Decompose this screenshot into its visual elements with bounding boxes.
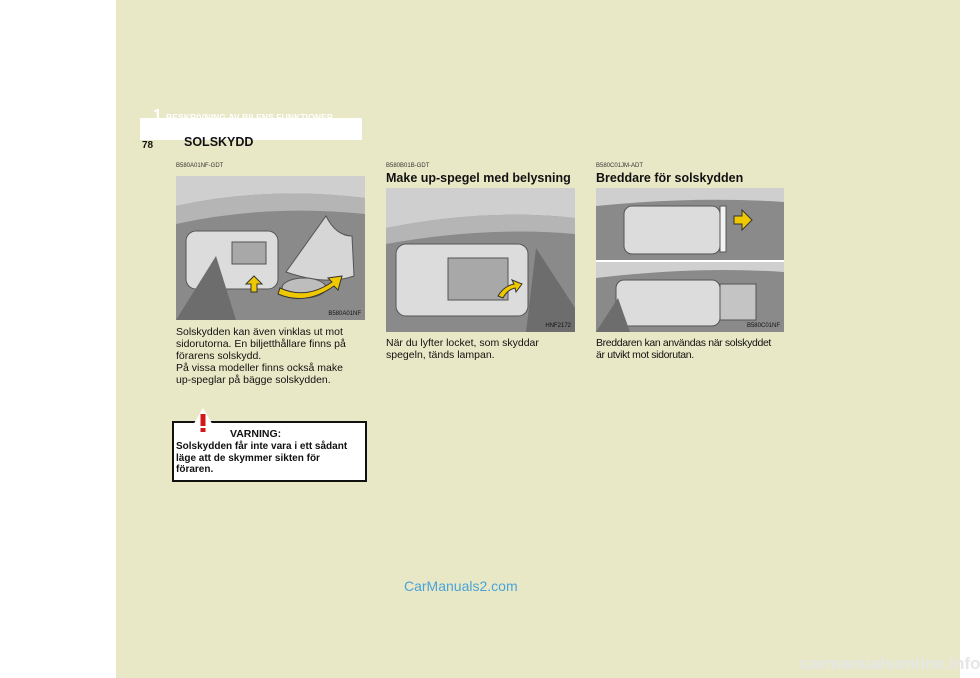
figure-code: B580A01NF [328, 311, 361, 317]
vanity-mirror-illustration [386, 188, 575, 332]
col3-code: B580C01JM-ADT [596, 163, 644, 169]
page-number: 78 [142, 140, 154, 151]
col3-paragraph: Breddaren kan användas när solskyddet är utvikt mot sidorutan. [596, 337, 772, 361]
figure-code: HNF2172 [545, 323, 571, 329]
exclamation-triangle-icon [188, 408, 218, 434]
sun-visor-figure [176, 176, 365, 320]
col2-paragraph: När du lyfter locket, som skyddar spegeln, tänds lampan. [386, 337, 539, 361]
chapter-title: BESKRIVNING AV BILENS FUNKTIONER [166, 112, 334, 122]
col2-code: B580B01B-GDT [386, 163, 430, 169]
watermark-carmanualsonline[interactable]: carmanualsonline.info [800, 654, 980, 673]
figure-code: B580C01NF [746, 323, 780, 329]
col3-heading: Breddare för solskydden [596, 171, 744, 185]
col2-heading: Make up-spegel med belysning [386, 171, 571, 185]
watermark-carmanuals2[interactable]: CarManuals2.com [404, 578, 518, 594]
sun-visor-illustration [176, 176, 365, 320]
warning-title: VARNING: [230, 428, 282, 440]
col1-paragraph: Solskydden kan även vinklas ut mot sidorutorna. En biljetthållare finns på förarens solskydd. På vissa modeller finns också make up-speglar på bägge solskydden. [176, 326, 346, 386]
warning-text: Solskydden får inte vara i ett sådant läge att de skymmer sikten för föraren. [176, 441, 348, 475]
vanity-mirror-figure [386, 188, 575, 332]
visor-extender-figure [596, 188, 784, 332]
col1-code: B580A01NF-GDT [176, 163, 224, 169]
visor-extender-illustration [596, 188, 784, 332]
section-title: SOLSKYDD [184, 135, 254, 149]
chapter-number: 1 [153, 107, 162, 124]
